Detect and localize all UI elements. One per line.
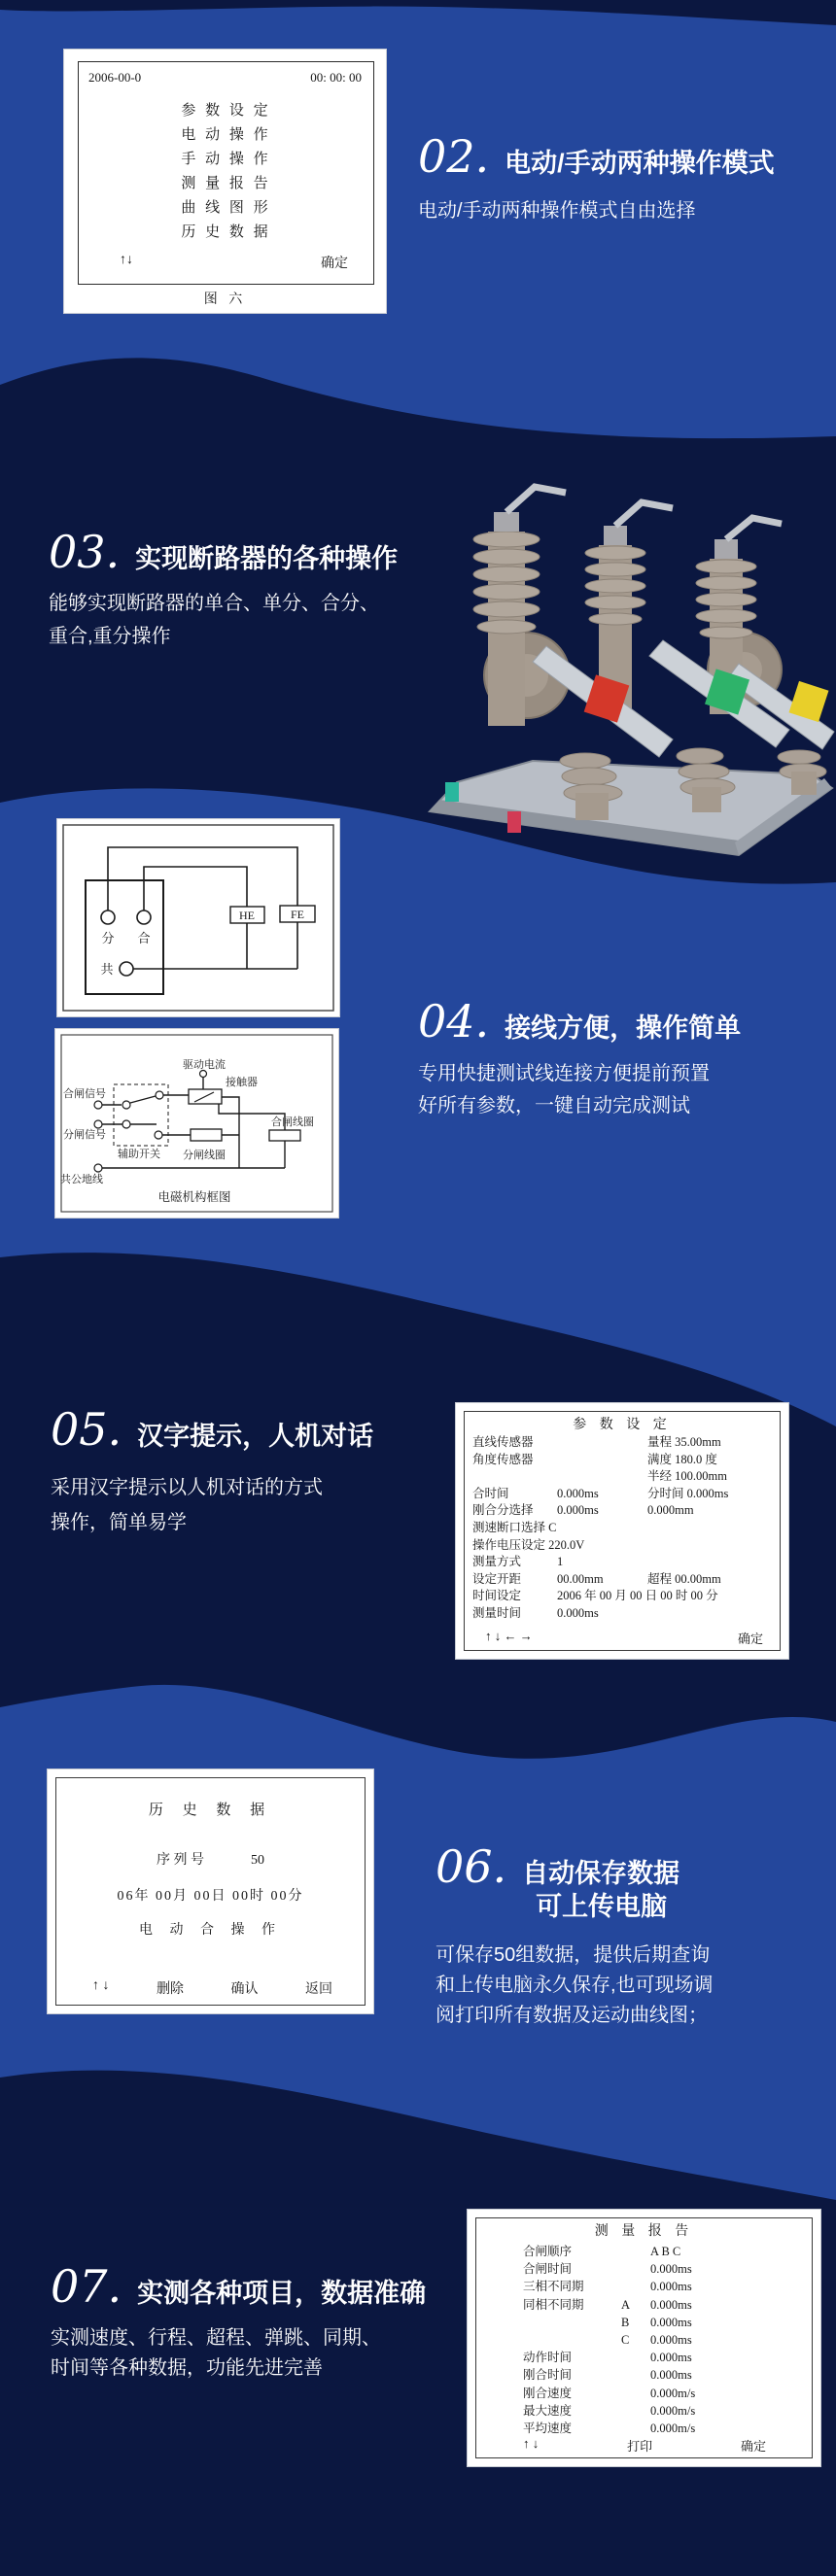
menu-item-manual-operation[interactable]: 手 动 操 作 <box>181 152 271 167</box>
feature-number: 04. <box>418 995 490 1048</box>
drive-current-label: 驱动电流 <box>183 1059 226 1071</box>
arrow-keys-hint[interactable]: ↑ ↓ ← → <box>485 1629 533 1643</box>
history-operation: 电 动 合 操 作 <box>139 1923 282 1938</box>
feature-body-line: 能够实现断路器的单合、单分、合分、 <box>49 593 379 614</box>
feature-body-line: 实测速度、行程、超程、弹跳、同期、 <box>51 2327 381 2349</box>
feature-body-line: 和上传电脑永久保存,也可现场调 <box>435 1975 714 1996</box>
device-screen-parameter-settings <box>455 1402 789 1660</box>
params-row: 合时间 0.000ms 分时间 0.000ms <box>472 1486 729 1500</box>
feature-number: 02. <box>418 130 490 183</box>
params-row: 刚合分选择 0.000ms 0.000mm <box>472 1503 694 1518</box>
feature-title: 实测各种项目，数据准确 <box>137 2279 427 2308</box>
params-row: 测量方式 1 <box>472 1555 564 1569</box>
close-coil-label: 合闸线圈 <box>271 1116 314 1128</box>
params-row: 操作电压设定 220.0V <box>472 1537 585 1552</box>
report-row: 合闸时间 0.000ms <box>523 2262 692 2277</box>
open-signal-label: 分闸信号 <box>63 1129 106 1141</box>
report-row: 最大速度 0.000m/s <box>523 2403 696 2418</box>
feature-body-line: 采用汉字提示以人机对话的方式 <box>51 1477 323 1498</box>
feature-title-line: 可上传电脑 <box>536 1892 668 1921</box>
report-row: 动作时间 0.000ms <box>523 2351 692 2365</box>
report-row: 同相不同期 A 0.000ms <box>523 2297 692 2312</box>
terminal-common-label: 共 <box>100 962 114 977</box>
feature-body-line: 重合,重分操作 <box>49 626 171 647</box>
report-row: 刚合速度 0.000m/s <box>523 2386 696 2400</box>
params-row: 测速断口选择 C <box>472 1520 557 1534</box>
feature-body-line: 专用快捷测试线连接方便提前预置 <box>418 1063 710 1084</box>
feature-title-line: 自动保存数据 <box>522 1859 680 1888</box>
feature-06 <box>435 1840 824 2031</box>
feature-title: 汉字提示，人机对话 <box>137 1422 374 1451</box>
terminal-close-label: 合 <box>137 931 151 945</box>
back-button[interactable]: 返回 <box>305 1982 332 1997</box>
feature-body-line: 阅打印所有数据及运动曲线图； <box>435 2005 708 2026</box>
report-row: 刚合时间 0.000ms <box>523 2368 692 2383</box>
wiring-diagram-panel <box>56 818 340 1017</box>
print-button[interactable]: 打印 <box>627 2439 653 2454</box>
device-screen-history-data <box>47 1769 374 2014</box>
feature-body-line: 电动/手动两种操作模式自由选择 <box>418 200 696 222</box>
feature-number: 07. <box>51 2260 122 2313</box>
feature-07 <box>51 2260 469 2384</box>
feature-title: 电动/手动两种操作模式 <box>505 149 775 178</box>
feature-05 <box>51 1403 459 1540</box>
arrow-keys-hint[interactable]: ↑ ↓ <box>523 2436 540 2451</box>
common-ground-label: 共公地线 <box>60 1174 103 1185</box>
params-row: 直线传感器 量程 35.00mm <box>472 1435 721 1449</box>
menu-item-params[interactable]: 参 数 设 定 <box>181 103 271 119</box>
open-coil-label: 分闸线圈 <box>183 1150 226 1161</box>
feature-title: 实现断路器的各种操作 <box>135 544 399 573</box>
feature-03 <box>49 526 467 653</box>
screen-date: 2006-00-0 <box>88 70 142 85</box>
contactor-label: 接触器 <box>226 1077 258 1088</box>
report-row: 合闸顺序 A B C <box>523 2245 681 2258</box>
feature-04 <box>418 995 826 1122</box>
menu-item-curve-graph[interactable]: 曲 线 图 形 <box>181 200 271 216</box>
device-screen-main-menu <box>63 49 387 314</box>
params-row: 角度传感器 满度 180.0 度 <box>472 1452 717 1466</box>
feature-number: 05. <box>51 1403 122 1456</box>
arrow-keys-hint[interactable]: ↑↓ <box>120 253 133 267</box>
screen-time: 00: 00: 00 <box>310 70 362 85</box>
params-row: 时间设定 2006 年 00 月 00 日 00 时 00 分 <box>472 1589 718 1603</box>
feature-body-line: 可保存50组数据，提供后期查询 <box>435 1944 711 1966</box>
params-row: 半经 100.00mm <box>647 1469 727 1484</box>
fe-coil-label: FE <box>290 908 305 921</box>
close-signal-label: 合闸信号 <box>63 1088 106 1100</box>
params-row: 测量时间 0.000ms <box>472 1605 599 1620</box>
terminal-open-label: 分 <box>101 931 115 945</box>
arrow-keys-hint[interactable]: ↑ ↓ <box>92 1978 110 1993</box>
feature-title: 接线方便，操作简单 <box>505 1013 742 1043</box>
product-photo-circuit-breaker <box>418 469 836 887</box>
serial-number-label: 序 列 号 <box>157 1853 204 1868</box>
serial-number-value: 50 <box>251 1853 264 1868</box>
menu-item-electric-operation[interactable]: 电 动 操 作 <box>181 127 271 143</box>
params-title: 参 数 设 定 <box>573 1418 672 1432</box>
report-row: 平均速度 0.000m/s <box>523 2421 696 2435</box>
feature-number: 03. <box>49 526 121 578</box>
mechanism-caption: 电磁机构框图 <box>157 1190 231 1204</box>
report-title: 测 量 报 告 <box>594 2224 694 2239</box>
feature-body-line: 时间等各种数据，功能先进完善 <box>51 2357 323 2379</box>
feature-body-line: 好所有参数，一键自动完成测试 <box>418 1095 690 1116</box>
feature-number: 06. <box>435 1840 507 1893</box>
confirm-button[interactable]: 确定 <box>740 2439 766 2454</box>
history-title: 历 史 数 据 <box>148 1803 273 1818</box>
feature-body-line: 操作，简单易学 <box>51 1512 187 1533</box>
screen-frame <box>78 61 374 285</box>
history-date: 06年 00月 00日 00时 00分 <box>117 1889 304 1904</box>
delete-button[interactable]: 删除 <box>157 1982 184 1997</box>
confirm-button[interactable]: 确认 <box>230 1982 259 1997</box>
device-screen-measurement-report <box>467 2209 821 2467</box>
wiring-diagram <box>57 819 339 1016</box>
mechanism-diagram <box>55 1029 338 1218</box>
figure-caption: 图 六 <box>203 292 247 307</box>
report-row: 三相不同期 0.000ms <box>523 2280 692 2294</box>
report-row: B 0.000ms <box>621 2315 692 2329</box>
menu-item-measure-report[interactable]: 测 量 报 告 <box>181 176 271 191</box>
confirm-button[interactable]: 确定 <box>737 1631 763 1646</box>
mechanism-diagram-panel <box>54 1028 339 1219</box>
aux-switch-label: 辅助开关 <box>118 1149 160 1160</box>
feature-02 <box>418 130 836 226</box>
params-row: 设定开距 00.00mm 超程 00.00mm <box>472 1571 721 1586</box>
menu-item-history-data[interactable]: 历 史 数 据 <box>181 224 271 240</box>
confirm-button[interactable]: 确定 <box>321 257 348 271</box>
report-row: C 0.000ms <box>621 2332 692 2347</box>
he-coil-label: HE <box>239 909 255 922</box>
